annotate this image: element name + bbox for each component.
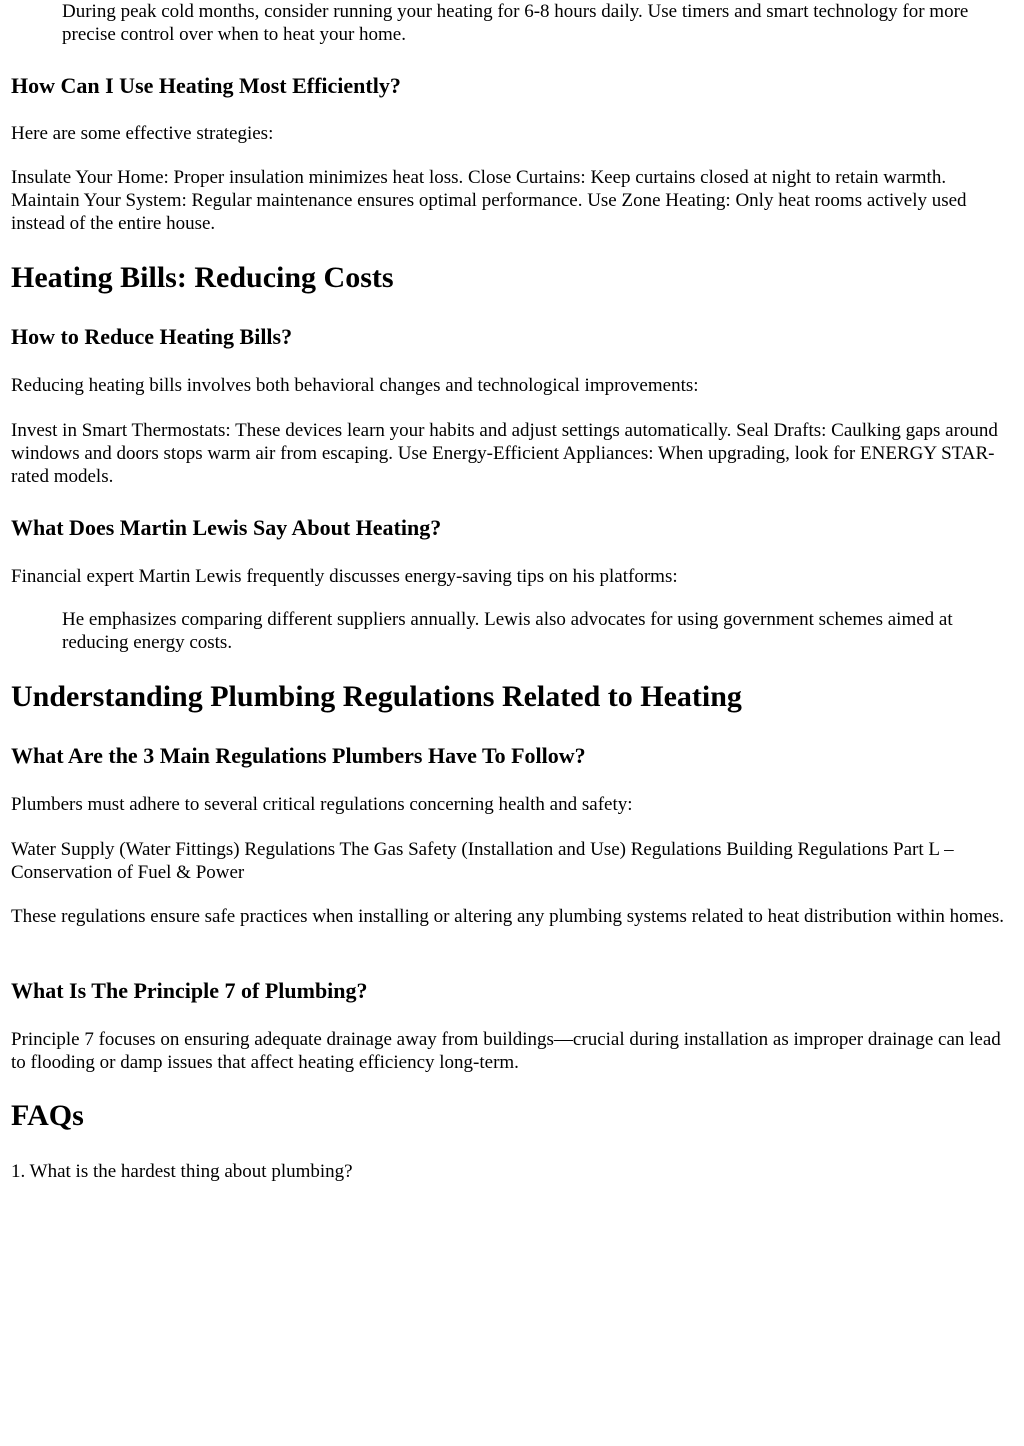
faqs-heading: FAQs: [11, 1099, 84, 1132]
reduce-bills-heading: How to Reduce Heating Bills?: [11, 324, 293, 349]
principle-7-heading: What Is The Principle 7 of Plumbing?: [11, 978, 368, 1003]
heating-hours-blockquote: During peak cold months, consider running your heating for 6-8 hours daily. Use timers and smart technology for more precise control over when to heat your home.: [62, 1, 969, 45]
martin-lewis-intro: Financial expert Martin Lewis frequently discusses energy-saving tips on his platforms:: [11, 566, 678, 587]
efficient-strategies-intro: Here are some effective strategies:: [11, 123, 274, 144]
heating-bills-heading: Heating Bills: Reducing Costs: [11, 261, 394, 294]
principle-7-text: Principle 7 focuses on ensuring adequate drainage away from buildings—crucial during installation as improper drainage can lead to flooding or damp issues that affect heating efficiency long-term.: [11, 1029, 1001, 1073]
three-regulations-list: Water Supply (Water Fittings) Regulations The Gas Safety (Installation and Use) Regulations Building Regulations Part L – Conservation of Fuel & Power: [11, 839, 954, 883]
martin-lewis-heading: What Does Martin Lewis Say About Heating?: [11, 515, 442, 540]
plumbing-regulations-heading: Understanding Plumbing Regulations Related to Heating: [11, 680, 742, 713]
efficient-strategies-list: Insulate Your Home: Proper insulation minimizes heat loss. Close Curtains: Keep curtains closed at night to retain warmth. Maintain Your System: Regular maintenance ensures optimal performance. Use Zone Heating: Only heat rooms actively used instead of the entire house.: [11, 167, 967, 234]
faq-question-1: 1. What is the hardest thing about plumbing?: [11, 1161, 353, 1182]
three-regulations-heading: What Are the 3 Main Regulations Plumbers Have To Follow?: [11, 743, 586, 768]
three-regulations-intro: Plumbers must adhere to several critical regulations concerning health and safety:: [11, 794, 633, 815]
three-regulations-outro: These regulations ensure safe practices when installing or altering any plumbing systems related to heat distribution within homes.: [11, 906, 1005, 927]
efficient-heating-heading: How Can I Use Heating Most Efficiently?: [11, 73, 401, 98]
reduce-bills-list: Invest in Smart Thermostats: These devices learn your habits and adjust settings automatically. Seal Drafts: Caulking gaps around windows and doors stops warm air from escaping. Use Energy-Efficient Appliances: When upgrading, look for ENERGY STAR-rated models.: [11, 420, 998, 487]
martin-lewis-blockquote: He emphasizes comparing different suppliers annually. Lewis also advocates for using government schemes aimed at reducing energy costs.: [62, 609, 953, 653]
reduce-bills-intro: Reducing heating bills involves both behavioral changes and technological improvements:: [11, 375, 699, 396]
